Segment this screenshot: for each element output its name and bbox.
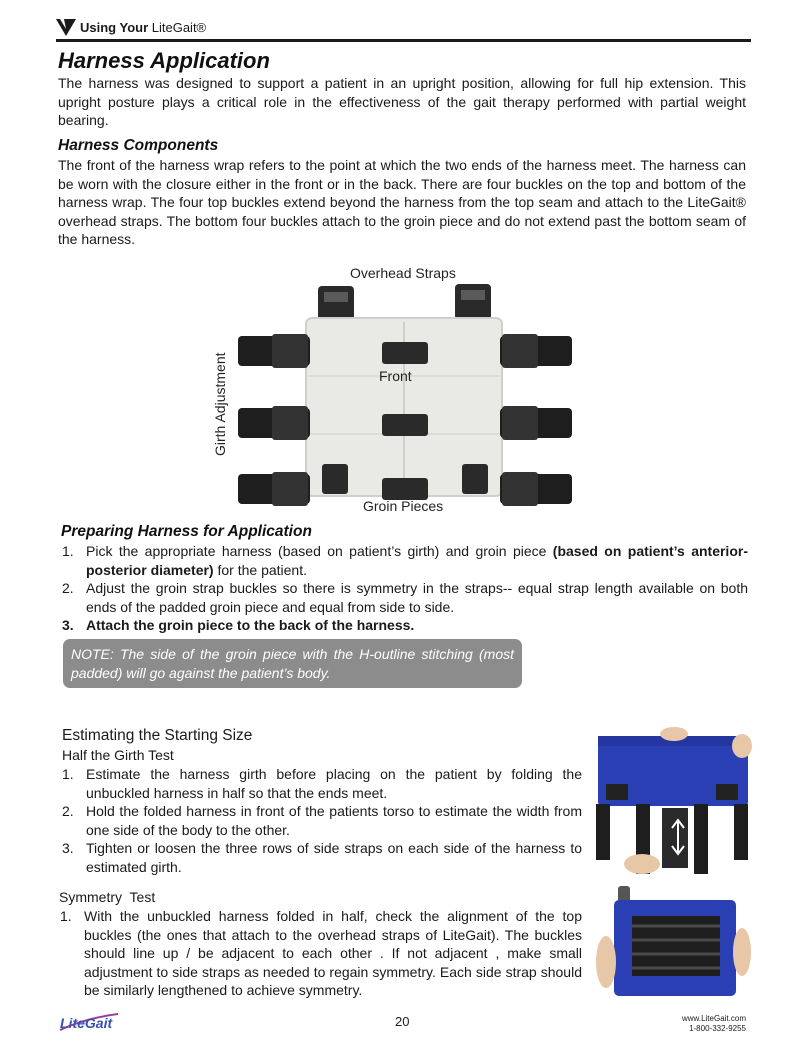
website: www.LiteGait.com (681, 1014, 746, 1023)
header-title: Using Your LiteGait® (80, 20, 207, 35)
blue-harness-photo-top (592, 724, 752, 880)
front-label: Front (379, 368, 412, 384)
footer-contact (640, 1014, 746, 1034)
components-title: Harness Components (58, 137, 219, 154)
white-harness-illustration (210, 278, 590, 508)
list-item: 1. Estimate the harness girth before placing on the patient by folding the unbuckled harness in half so that the ends meet. (62, 766, 582, 801)
symmetry-list (56, 907, 582, 1000)
groin-pieces-label: Groin Pieces (363, 498, 444, 514)
harness-figure (210, 262, 590, 520)
footer-logo (56, 1012, 122, 1034)
page-header (56, 18, 751, 44)
note-box: NOTE: The side of the groin piece with the H-outline stitching (most padded) will go against the patient’s body. (63, 639, 522, 688)
list-item: 1. Pick the appropriate harness (based on patient’s girth) and groin piece (based on patient’s anterior-posterior diameter) for the patient. (62, 543, 748, 578)
preparing-title: Preparing Harness for Application (61, 523, 312, 540)
phone: 1-800-332-9255 (689, 1024, 746, 1033)
overhead-straps-label: Overhead Straps (350, 265, 456, 281)
preparing-list (58, 542, 748, 635)
section-intro: The harness was designed to support a patient in an upright position, allowing for full hip extension. This upright posture plays a critical role in the effectiveness of the gait therapy performed with partial weight bearing. (58, 75, 746, 128)
section-title: Harness Application (58, 48, 270, 73)
header-rule (56, 39, 751, 42)
estimating-list (58, 765, 582, 876)
page-number: 20 (395, 1014, 410, 1029)
blue-harness-photo-bottom (592, 882, 752, 1010)
list-item: 2. Hold the folded harness in front of the patients torso to estimate the width from one side of the body to the other. (62, 803, 582, 838)
symmetry-title: Symmetry Test (59, 889, 156, 905)
list-item: 1. With the unbuckled harness folded in half, check the alignment of the top buckles (the ones that attach to the overhead straps of LiteGait). The buckles should line up / be adjacent to each other . If not adjacent , make small adjustment to side straps as needed to regain symmetry. Each side strap should be similarly lengthened to achieve symmetry. (60, 908, 582, 998)
logo-text: LiteGait (60, 1015, 113, 1031)
girth-adjustment-label: Girth Adjustment (212, 352, 228, 456)
list-item: 2. Adjust the groin strap buckles so there is symmetry in the straps-- equal strap length available on both ends of the padded groin piece and equal from side to side. (62, 580, 748, 615)
components-body: The front of the harness wrap refers to the point at which the two ends of the harness meet. The harness can be worn with the closure either in the front or in the back. There are four buckles on the top and bottom of the harness wrap. The four top buckles extend beyond the harness from the top seam and attach to the LiteGait® overhead straps. The bottom four buckles attach to the groin piece and do not extend past the bottom seam of the harness. (58, 157, 746, 247)
estimating-title: Estimating the Starting Size (62, 727, 253, 744)
estimating-subtitle: Half the Girth Test (62, 747, 174, 763)
list-item: 3. Tighten or loosen the three rows of side straps on each side of the harness to estimated girth. (62, 840, 582, 875)
list-item: 3. Attach the groin piece to the back of the harness. (62, 617, 415, 633)
triangle-logo-icon (56, 19, 76, 37)
